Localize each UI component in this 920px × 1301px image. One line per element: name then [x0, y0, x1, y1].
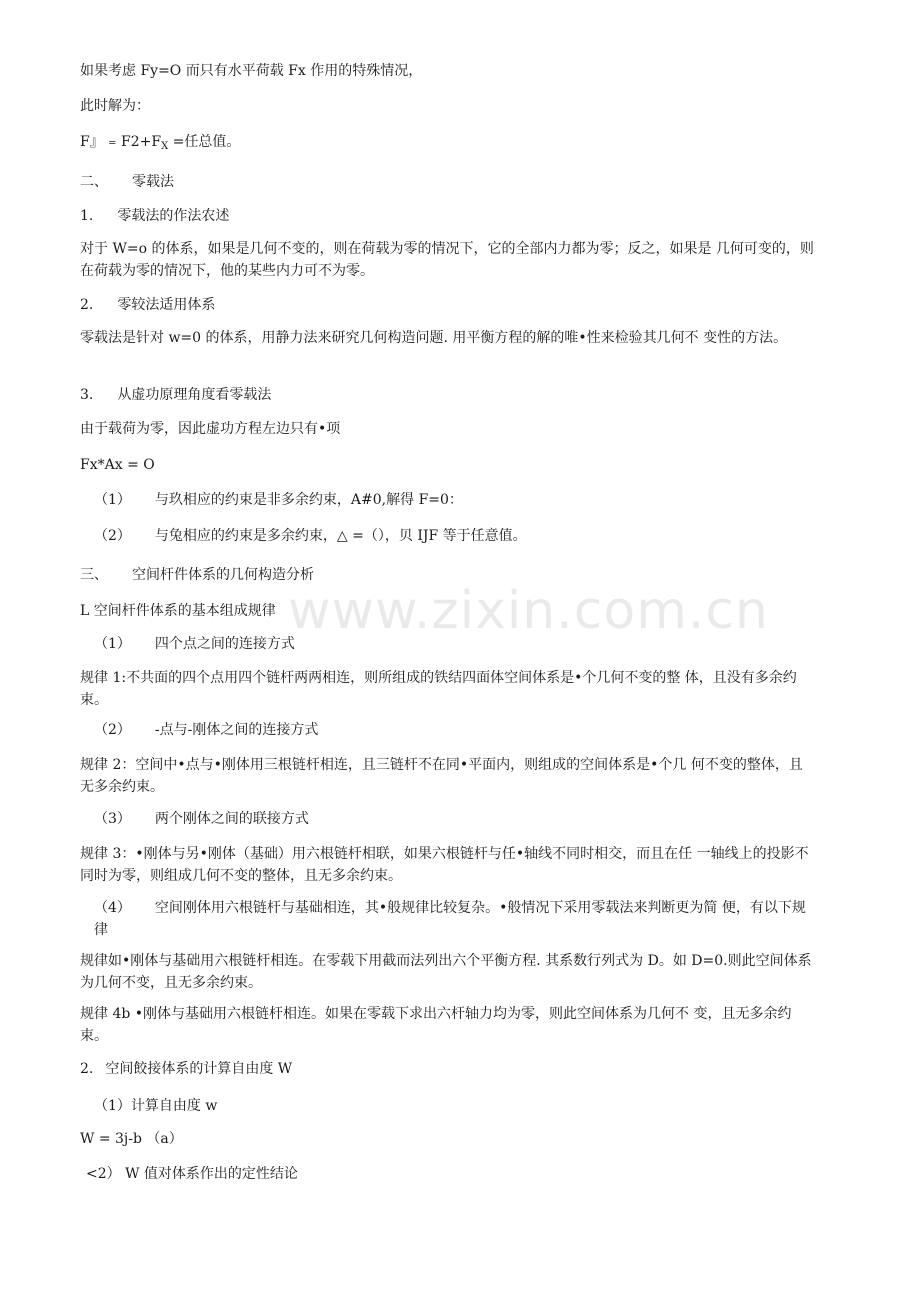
formula	[80, 131, 820, 158]
rule-number: （1）	[94, 636, 131, 652]
text-line: 如果考虑 Fy=O 而只有水平荷载 Fx 作用的特殊情况，	[80, 63, 423, 79]
paragraph: 规律 2：空间中•点与•刚体用三根链杆相连，且三链杆不在同•平面内，则组成的空间体系是•个几 何不变的整体，且无多余约束。	[80, 757, 803, 795]
subsection-heading	[80, 205, 820, 227]
subsection-number: 3.	[80, 387, 94, 403]
case-item	[94, 489, 834, 511]
subsection-number: 1.	[80, 208, 94, 224]
formula-equals: =	[108, 138, 117, 149]
subsection-title: 零载法的作法农述	[117, 208, 230, 224]
subsection-heading: L 空间杆件体系的基本组成规律	[80, 603, 276, 619]
subsection-heading	[80, 294, 820, 316]
section-number: 三、	[80, 567, 108, 583]
subsection-title: 零较法适用体系	[117, 297, 216, 313]
subsection-title: 空间餃接体系的计算自由度 W	[105, 1061, 293, 1077]
subsection-heading	[80, 384, 820, 406]
case-number: （2）	[94, 528, 131, 544]
rule-heading	[94, 719, 834, 741]
subsection-title: 从虚功原理角度看零载法	[117, 387, 272, 403]
subsection-number: 2.	[80, 1061, 94, 1077]
rule-heading	[94, 633, 834, 655]
case-text: 与兔相应的约束是多余约束，△ =（），贝 IJF 等于任意值。	[154, 528, 527, 544]
formula-subscript: X	[161, 141, 169, 152]
formula-symbol: F	[80, 134, 90, 150]
watermark: www.zixin.com.cn	[288, 581, 769, 641]
paragraph: 零载法是针对 w=0 的体系，用静力法来研究几何构造问题. 用平衡方程的解的唯•性来检验其几何不 变性的方法。	[80, 330, 788, 346]
rule-title: 两个刚体之间的联接方式	[154, 811, 309, 827]
subsection-heading	[80, 1058, 820, 1080]
text-line: （1）计算自由度 w	[94, 1098, 218, 1114]
case-number: （1）	[94, 492, 131, 508]
rule-title: 四个点之间的连接方式	[154, 636, 295, 652]
rule-text: 空间刚体用六根链杆与基础相连，其•般规律比较复杂。•般情况下采用零载法来判断更为简 便，有以下规律	[94, 900, 806, 938]
formula-mark: 』	[89, 134, 104, 150]
rule-title: -点与-刚体之间的连接方式	[154, 722, 319, 738]
text-line: <2） W 值对体系作出的定性结论	[86, 1166, 298, 1182]
rule-paragraph	[94, 897, 815, 941]
section-title: 零载法	[132, 174, 174, 190]
equation: Fx*Ax = O	[80, 457, 155, 473]
text-line: 由于载荷为零，因此虚功方程左边只有•项	[80, 421, 341, 437]
paragraph: 规律如•刚体与基础用六根链杆相连。在零载下用截而法列出六个平衡方程. 其系数行列式为 D。如 D=0.则此空间体系为几何不变，且无多余约束。	[80, 953, 812, 991]
section-number: 二、	[80, 174, 108, 190]
paragraph: 规律 1:不共面的四个点用四个链杆两两相连，则所组成的铁结四面体空间体系是•个几何不变的整 体，且没有多余约束。	[80, 670, 797, 708]
case-text: 与玖相应的约束是非多余约束，A#0,解得 F=0：	[154, 492, 463, 508]
subsection-number: 2.	[80, 297, 94, 313]
formula-result: =任总值。	[168, 134, 241, 150]
section-heading	[80, 564, 820, 586]
equation: W = 3j-b （a）	[80, 1131, 183, 1147]
paragraph: 规律 4b •刚体与基础用六根链杆相连。如果在零载下求出六杆轴力均为零，则此空间体系为几何不 变，且无多余约束。	[80, 1006, 792, 1044]
rule-number: （3）	[94, 811, 131, 827]
formula-expression: F2+F	[121, 134, 162, 150]
case-item	[94, 525, 834, 547]
section-title: 空间杆件体系的几何构造分析	[132, 567, 314, 583]
rule-number: （2）	[94, 722, 131, 738]
rule-heading	[94, 808, 834, 830]
text-line: 此时解为：	[80, 98, 150, 114]
paragraph: 规律 3：•刚体与另•刚体（基础）用六根链杆相联，如果六根链杆与任•轴线不同时相交，而且在任 一轴线上的投影不同时为零，则组成几何不变的整体，且无多余约束。	[80, 846, 809, 884]
section-heading	[80, 171, 820, 193]
paragraph: 对于 W=o 的体系，如果是几何不变的，则在荷载为零的情况下，它的全部内力都为零；反之，如果是 几何可变的，则在荷载为零的情况下，他的某些内力可不为零。	[80, 241, 814, 279]
rule-number: （4）	[94, 900, 131, 916]
